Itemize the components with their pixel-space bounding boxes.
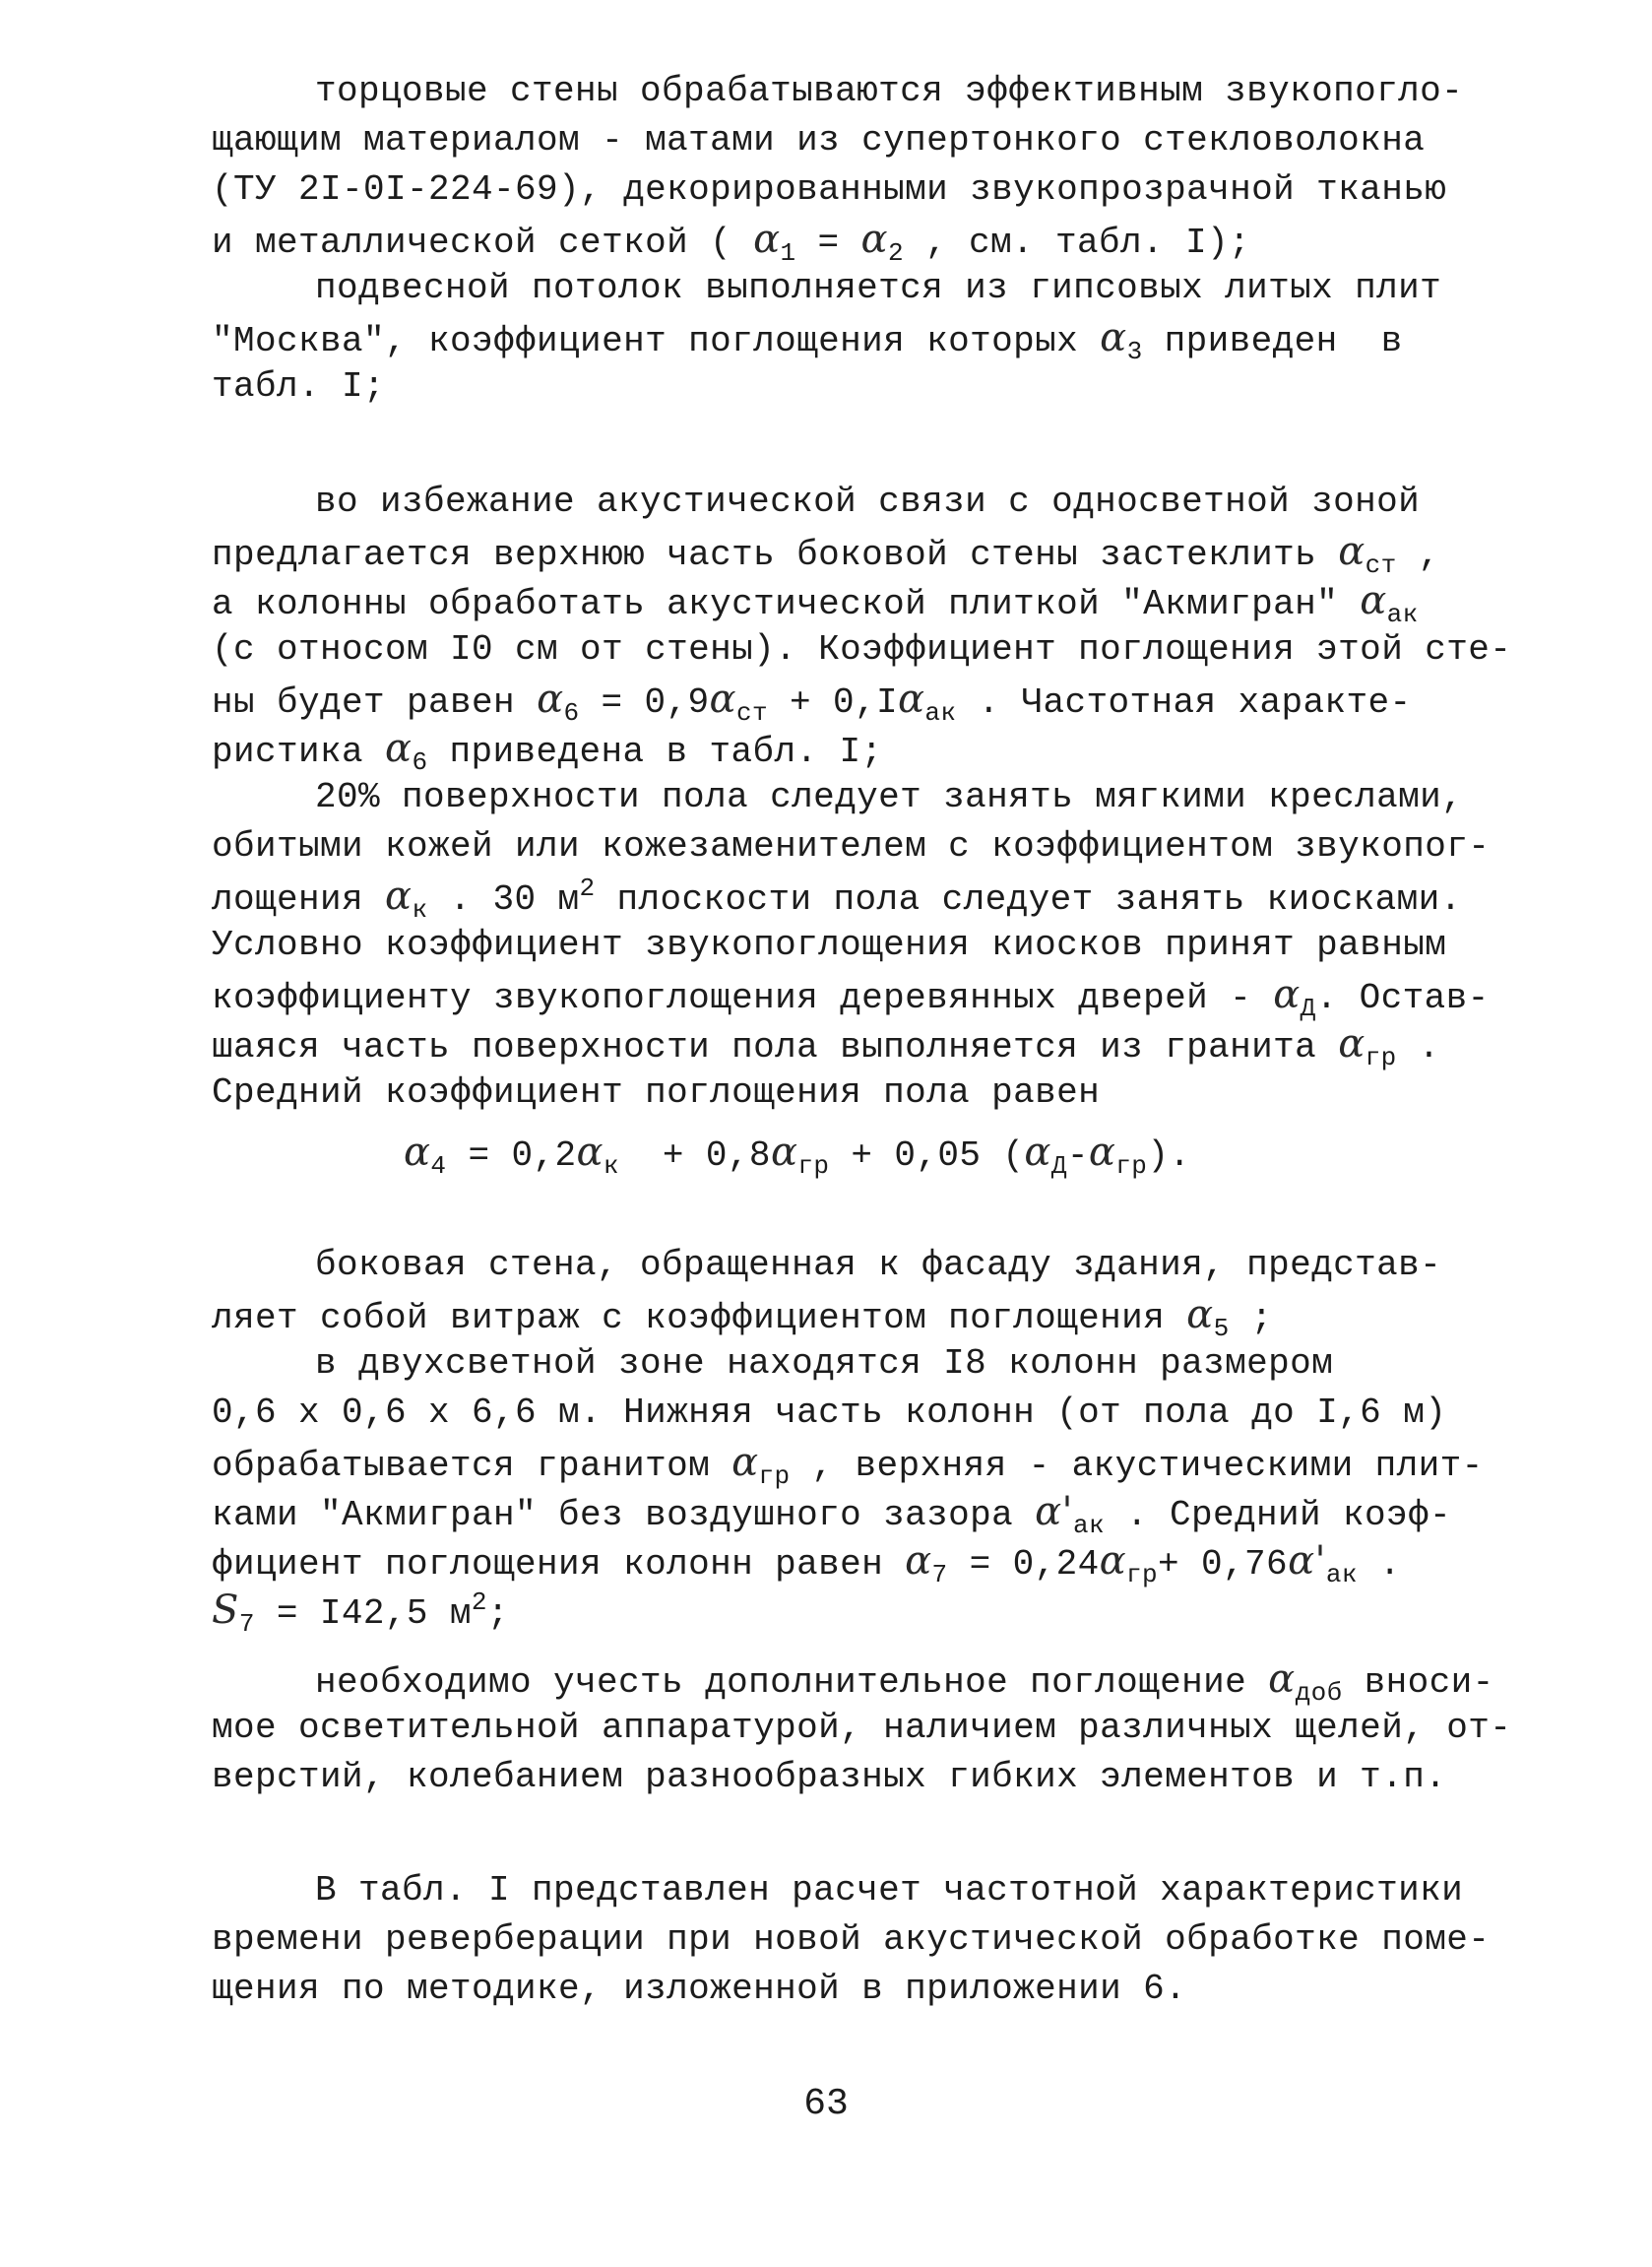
text-run: плоскости пола следует занять киосками. <box>595 879 1462 920</box>
alpha-subscript: гр <box>797 1151 830 1181</box>
paragraph-6-line-2: 0,6 х 0,6 х 6,6 м. Нижняя часть колонн (от пола до I,6 м) <box>212 1393 1447 1433</box>
text-run: лощения <box>212 879 386 920</box>
text-run: коэффициенту звукопоглощения деревянных дверей - <box>212 978 1274 1018</box>
text-run: + 0,76 <box>1158 1544 1289 1585</box>
alpha-symbol: α <box>731 1440 759 1485</box>
alpha-symbol: α <box>898 677 925 722</box>
alpha-symbol: α <box>404 1130 431 1175</box>
alpha-symbol: α <box>905 1538 932 1584</box>
alpha-subscript: ст <box>1365 551 1397 580</box>
paragraph-6-line-5 <box>212 1536 1401 1589</box>
alpha-symbol: α <box>537 677 564 722</box>
alpha-symbol: α <box>1338 529 1366 574</box>
alpha-symbol: α <box>1186 1292 1214 1337</box>
text-run: вноси- <box>1342 1662 1494 1703</box>
alpha-symbol: α <box>770 1130 798 1175</box>
paragraph-5-line-2 <box>212 1290 1273 1343</box>
paragraph-2-line-3: табл. I; <box>212 366 386 407</box>
text-run: шаяся часть поверхности пола выполняется из гранита <box>212 1027 1339 1068</box>
text-run: фициент поглощения колонн равен <box>212 1544 906 1585</box>
superscript: 2 <box>579 874 596 903</box>
alpha-subscript: гр <box>1365 1043 1397 1072</box>
text-run: + 0,8 <box>618 1135 771 1176</box>
alpha-subscript: доб <box>1295 1678 1343 1708</box>
text-run: = <box>795 223 861 263</box>
paragraph-4-line-3 <box>212 872 1462 925</box>
paragraph-5-line-1: боковая стена, обращенная к фасаду здания, представ- <box>315 1245 1442 1285</box>
alpha-subscript: 6 <box>412 747 428 777</box>
alpha-symbol: α <box>1100 315 1127 360</box>
alpha-symbol: α <box>385 726 413 771</box>
text-run: ристика <box>212 732 386 772</box>
area-subscript: 7 <box>238 1609 255 1639</box>
text-run: "Москва", коэффициент поглощения которых <box>212 321 1101 361</box>
alpha-symbol: α <box>860 217 888 262</box>
paragraph-1-line-1: торцовые стены обрабатываются эффективным звукопогло- <box>315 71 1464 111</box>
text-run: + 0,05 ( <box>829 1135 1025 1176</box>
alpha-subscript: 1 <box>780 238 796 268</box>
alpha-symbol: α <box>1338 1021 1366 1067</box>
paragraph-7-line-1 <box>315 1654 1494 1708</box>
text-run: = 0,9 <box>579 682 710 723</box>
page-number: 63 <box>803 2083 849 2125</box>
alpha-symbol: α <box>1024 1130 1051 1175</box>
paragraph-1-line-2: щающим материалом - матами из супертонкого стекловолокна <box>212 120 1426 161</box>
alpha-subscript: 6 <box>563 698 580 728</box>
paragraph-4-line-5 <box>212 970 1490 1023</box>
text-run: . <box>1396 1027 1440 1068</box>
text-run: . <box>1357 1544 1401 1585</box>
paragraph-6-line-4 <box>212 1487 1452 1540</box>
text-run: обрабатывается гранитом <box>212 1446 732 1486</box>
alpha-subscript: ак <box>924 698 957 728</box>
alpha-symbol: α' <box>1288 1538 1326 1584</box>
paragraph-8-line-2: времени реверберации при новой акустической обработке поме- <box>212 1919 1491 1960</box>
paragraph-3-line-6 <box>212 724 883 777</box>
alpha-subscript: 5 <box>1213 1314 1230 1343</box>
text-run: , верхняя - акустическими плит- <box>790 1446 1484 1486</box>
paragraph-4-line-4: Условно коэффициент звукопоглощения киосков принят равным <box>212 925 1447 965</box>
alpha-subscript: 3 <box>1126 337 1143 366</box>
alpha-subscript: Д <box>1050 1151 1067 1181</box>
alpha-symbol: α' <box>1035 1489 1073 1534</box>
paragraph-6-line-6 <box>212 1586 509 1639</box>
text-run: = 0,24 <box>947 1544 1100 1585</box>
alpha-subscript: 4 <box>430 1151 447 1181</box>
text-run: ляет собой витраж с коэффициентом поглощения <box>212 1298 1187 1338</box>
alpha-symbol: α <box>385 874 413 919</box>
paragraph-2-line-1: подвесной потолок выполняется из гипсовых литых плит <box>315 268 1442 308</box>
text-run: и металлической сеткой ( <box>212 223 754 263</box>
text-run: . Средний коэф- <box>1104 1495 1452 1535</box>
paragraph-3-line-3 <box>212 576 1419 629</box>
text-run: . Остав- <box>1315 978 1490 1018</box>
alpha-subscript: ст <box>735 698 768 728</box>
text-run: , см. табл. I); <box>903 223 1251 263</box>
paragraph-4-line-1: 20% поверхности пола следует занять мягкими креслами, <box>315 777 1464 817</box>
alpha-symbol: α <box>1088 1130 1116 1175</box>
text-run: + 0,I <box>767 682 898 723</box>
alpha-symbol: α <box>709 677 736 722</box>
paragraph-3-line-1: во избежание акустической связи с односветной зоной <box>315 482 1421 522</box>
paragraph-7-line-3: верстий, колебанием разнообразных гибких элементов и т.п. <box>212 1757 1447 1797</box>
floor-absorption-formula <box>404 1128 1191 1181</box>
text-run: приведена в табл. I; <box>427 732 883 772</box>
text-run: . Частотная характе- <box>956 682 1412 723</box>
text-run: - <box>1066 1135 1089 1176</box>
paragraph-8-line-1: В табл. I представлен расчет частотной характеристики <box>315 1870 1464 1911</box>
text-run: ). <box>1147 1135 1191 1176</box>
paragraph-3-line-5 <box>212 675 1412 728</box>
alpha-subscript: к <box>603 1151 619 1181</box>
alpha-subscript: Д <box>1300 994 1316 1023</box>
paragraph-6-line-1: в двухсветной зоне находятся I8 колонн размером <box>315 1343 1334 1384</box>
text-run: ками "Акмигран" без воздушного зазора <box>212 1495 1036 1535</box>
alpha-symbol: α <box>576 1130 604 1175</box>
text-run: приведен в <box>1142 321 1403 361</box>
text-run: . 30 м <box>427 879 580 920</box>
paragraph-6-line-3 <box>212 1438 1484 1491</box>
text-run: = 0,2 <box>446 1135 577 1176</box>
paragraph-1-line-3: (ТУ 2I-0I-224-69), декорированными звукопрозрачной тканью <box>212 169 1447 210</box>
alpha-symbol: α <box>1268 1656 1296 1702</box>
paragraph-3-line-4: (с относом I0 см от стены). Коэффициент поглощения этой сте- <box>212 629 1512 670</box>
alpha-symbol: α <box>1360 578 1387 623</box>
text-run: = I42,5 м <box>254 1593 472 1634</box>
paragraph-1-line-4 <box>212 215 1251 268</box>
text-run: предлагается верхнюю часть боковой стены застеклить <box>212 535 1339 575</box>
alpha-subscript: ак <box>1325 1560 1358 1589</box>
text-run: а колонны обработать акустической плиткой "Акмигран" <box>212 584 1361 624</box>
paragraph-4-line-2: обитыми кожей или кожезаменителем с коэффициентом звукопог- <box>212 826 1491 867</box>
text-run: ; <box>1229 1298 1273 1338</box>
alpha-subscript: ак <box>1386 600 1419 629</box>
alpha-symbol: α <box>1273 972 1301 1017</box>
paragraph-4-line-6 <box>212 1019 1440 1072</box>
paragraph-8-line-3: щения по методике, изложенной в приложении 6. <box>212 1969 1187 2009</box>
paragraph-2-line-2 <box>212 313 1403 366</box>
paragraph-7-line-2: мое осветительной аппаратурой, наличием различных щелей, от- <box>212 1708 1512 1748</box>
text-run: необходимо учесть дополнительное поглощение <box>315 1662 1269 1703</box>
paragraph-4-line-7: Средний коэффициент поглощения пола равен <box>212 1072 1101 1113</box>
alpha-subscript: гр <box>1115 1151 1148 1181</box>
alpha-subscript: ак <box>1072 1511 1105 1540</box>
alpha-subscript: 7 <box>931 1560 948 1589</box>
text-run: , <box>1396 535 1440 575</box>
alpha-subscript: гр <box>1126 1560 1159 1589</box>
paragraph-3-line-2 <box>212 527 1440 580</box>
alpha-symbol: α <box>1099 1538 1127 1584</box>
alpha-subscript: к <box>412 895 428 925</box>
alpha-subscript: 2 <box>887 238 904 268</box>
alpha-subscript: гр <box>758 1461 791 1491</box>
area-symbol: S <box>212 1587 239 1633</box>
superscript: 2 <box>471 1587 487 1617</box>
alpha-symbol: α <box>753 217 781 262</box>
text-run: ; <box>486 1593 509 1634</box>
text-run: ны будет равен <box>212 682 538 723</box>
